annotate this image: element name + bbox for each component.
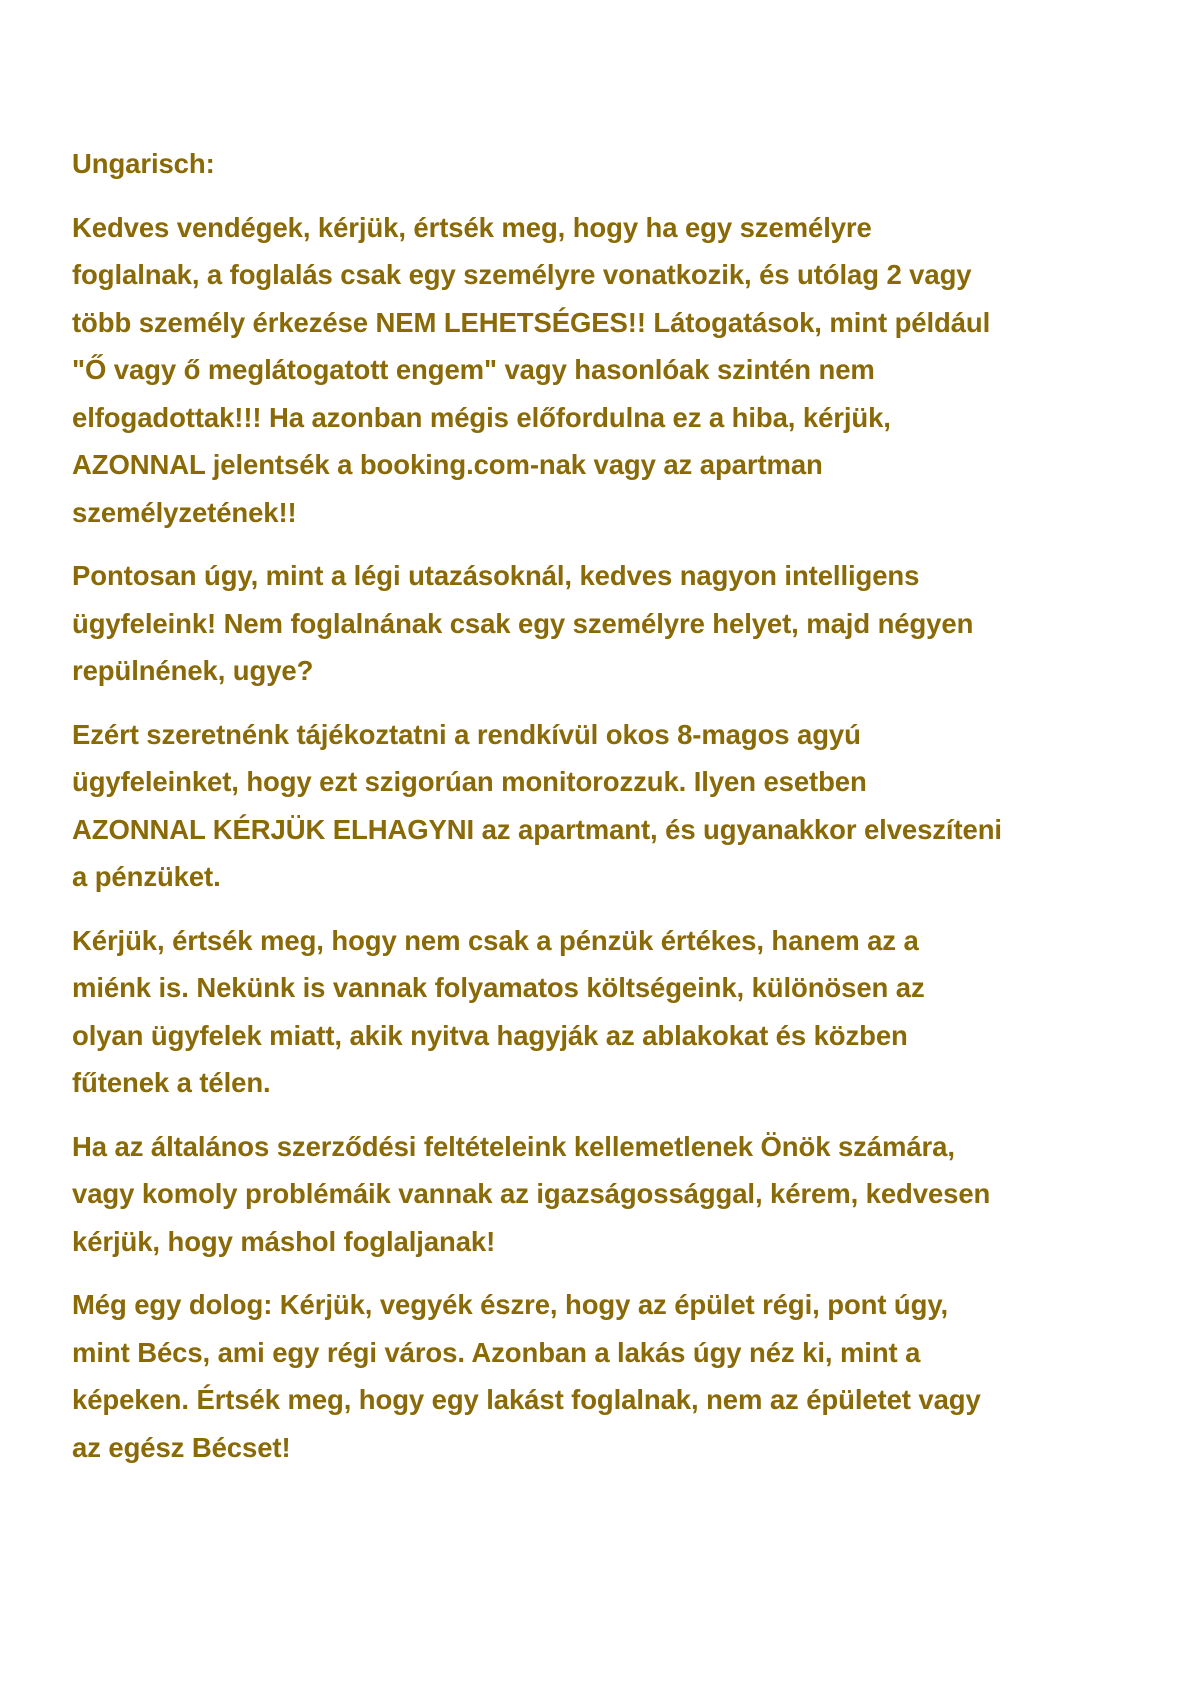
paragraph-1-line-3: több személy érkezése NEM LEHETSÉGES!! Látogatások, mint például <box>72 306 991 338</box>
paragraph-1-line-5: elfogadottak!!! Ha azonban mégis előfordulna ez a hiba, kérjük, <box>72 401 891 433</box>
paragraph-3-line-2: ügyfeleinket, hogy ezt szigorúan monitorozzuk. Ilyen esetben <box>72 766 867 797</box>
paragraph-4-line-1: Kérjük, értsék meg, hogy nem csak a pénzük értékes, hanem az a <box>72 924 919 956</box>
paragraph-4-line-3: olyan ügyfelek miatt, akik nyitva hagyják az ablakokat és közben <box>72 1019 908 1051</box>
paragraph-5-line-2: vagy komoly problémáik vannak az igazságossággal, kérem, kedvesen <box>72 1178 991 1209</box>
paragraph-2-line-2: ügyfeleink! Nem foglalnának csak egy személyre helyet, majd négyen <box>72 607 974 639</box>
paragraph-1 <box>72 204 1132 537</box>
heading-text: Ungarisch: <box>72 148 215 179</box>
paragraph-5-line-1: Ha az általános szerződési feltételeink kellemetlenek Önök számára, <box>72 1130 955 1162</box>
paragraph-1-line-6: AZONNAL jelentsék a booking.com-nak vagy az apartman <box>72 449 823 480</box>
paragraph-6 <box>72 1281 1132 1471</box>
paragraph-4 <box>72 917 1132 1107</box>
paragraph-2-line-1: Pontosan úgy, mint a légi utazásoknál, kedves nagyon intelligens <box>72 560 920 591</box>
paragraph-3-line-1: Ezért szeretnénk tájékoztatni a rendkívül okos 8-magos agyú <box>72 718 861 750</box>
document-heading <box>72 140 1132 188</box>
paragraph-3 <box>72 711 1132 901</box>
paragraph-2 <box>72 552 1132 695</box>
paragraph-1-line-2: foglalnak, a foglalás csak egy személyre vonatkozik, és utólag 2 vagy <box>72 259 972 290</box>
paragraph-2-line-3: repülnének, ugye? <box>72 655 314 686</box>
paragraph-4-line-4: fűtenek a télen. <box>72 1067 271 1098</box>
paragraph-3-line-4: a pénzüket. <box>72 861 221 892</box>
paragraph-4-line-2: miénk is. Nekünk is vannak folyamatos költségeink, különösen az <box>72 972 925 1003</box>
paragraph-1-line-4: "Ő vagy ő meglátogatott engem" vagy hasonlóak szintén nem <box>72 354 875 385</box>
paragraph-3-line-3: AZONNAL KÉRJÜK ELHAGYNI az apartmant, és ugyanakkor elveszíteni <box>72 813 1002 845</box>
paragraph-6-line-3: képeken. Értsék meg, hogy egy lakást foglalnak, nem az épületet vagy <box>72 1384 981 1415</box>
paragraph-1-line-7: személyzetének!! <box>72 496 297 528</box>
document-page <box>72 140 1132 1487</box>
paragraph-6-line-2: mint Bécs, ami egy régi város. Azonban a lakás úgy néz ki, mint a <box>72 1336 921 1368</box>
paragraph-6-line-4: az egész Bécset! <box>72 1431 291 1463</box>
paragraph-1-line-1: Kedves vendégek, kérjük, értsék meg, hogy ha egy személyre <box>72 211 872 243</box>
paragraph-5-line-3: kérjük, hogy máshol foglaljanak! <box>72 1225 496 1257</box>
paragraph-6-line-1: Még egy dolog: Kérjük, vegyék észre, hogy az épület régi, pont úgy, <box>72 1289 949 1320</box>
paragraph-5 <box>72 1123 1132 1266</box>
